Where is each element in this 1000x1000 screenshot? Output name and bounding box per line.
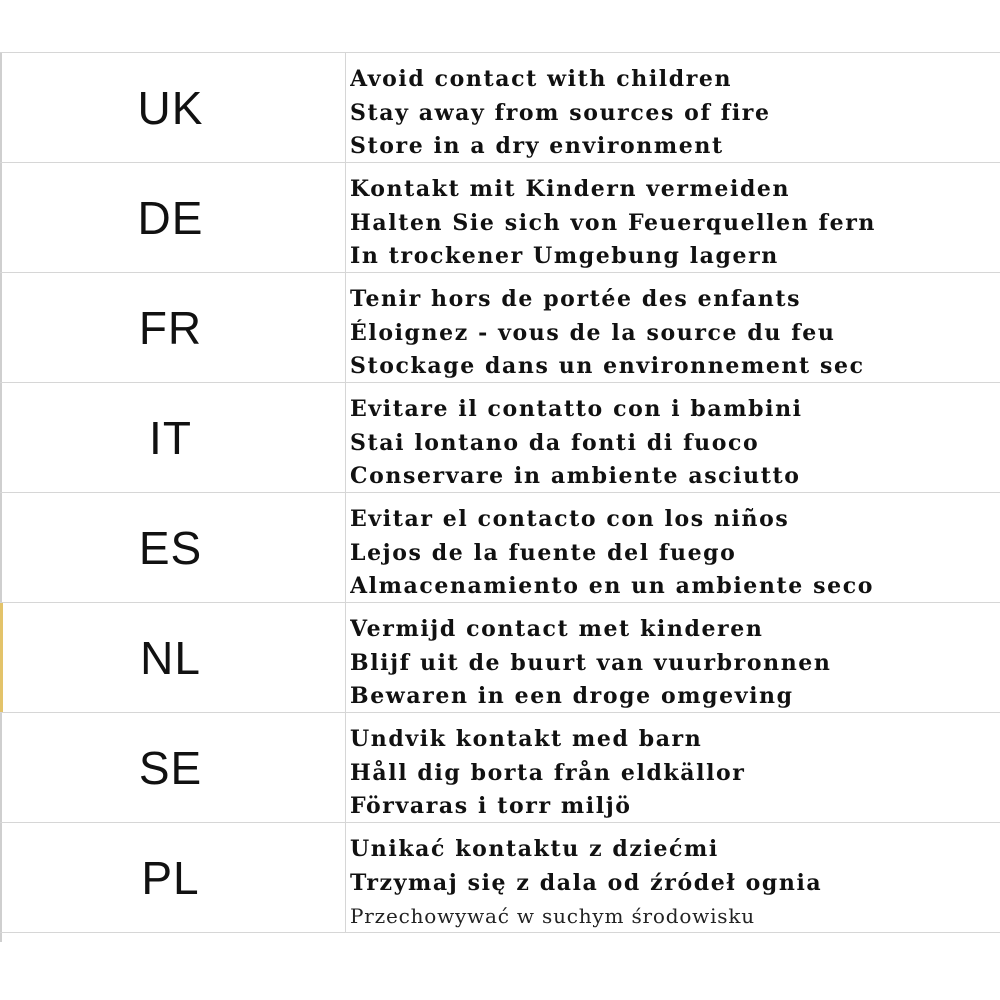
country-code: SE — [138, 741, 203, 794]
country-code-cell — [0, 713, 346, 822]
table-row-se — [0, 713, 1000, 823]
warning-line: Avoid contact with children — [350, 66, 733, 92]
warning-text-cell — [350, 613, 998, 713]
warning-line: Halten Sie sich von Feuerquellen fern — [350, 209, 877, 236]
country-code: IT — [149, 411, 192, 464]
warning-line: In trockener Umgebung lagern — [350, 243, 779, 269]
warning-line: Store in a dry environment — [350, 133, 724, 159]
warning-text-cell — [350, 833, 998, 933]
table-row-uk — [0, 53, 1000, 163]
warning-line: Trzymaj się z dala od źródeł ognia — [350, 869, 823, 896]
warning-line: Tenir hors de portée des enfants — [350, 286, 802, 312]
warning-line: Almacenamiento en un ambiente seco — [350, 573, 874, 599]
warning-line: Éloignez - vous de la source du feu — [350, 319, 836, 346]
country-code-cell — [0, 383, 346, 492]
country-code-cell — [0, 163, 346, 272]
warning-line: Conservare in ambiente asciutto — [350, 463, 801, 489]
table-row-es — [0, 493, 1000, 603]
warning-line: Stay away from sources of fire — [350, 99, 771, 126]
country-code: DE — [137, 191, 204, 244]
warning-line: Evitare il contatto con i bambini — [350, 396, 803, 422]
warning-line: Vermijd contact met kinderen — [350, 616, 764, 642]
country-code-cell — [0, 53, 346, 162]
country-code-cell — [0, 493, 346, 602]
warning-text-cell — [350, 723, 998, 823]
warning-line: Blijf uit de buurt van vuurbronnen — [350, 649, 832, 676]
warning-line: Undvik kontakt med barn — [350, 726, 703, 752]
table-row-fr — [0, 273, 1000, 383]
warning-text-cell — [350, 63, 998, 163]
warning-line: Evitar el contacto con los niños — [350, 506, 790, 532]
warning-line: Kontakt mit Kindern vermeiden — [350, 176, 791, 202]
warning-line: Stai lontano da fonti di fuoco — [350, 429, 760, 456]
warning-text-cell — [350, 173, 998, 273]
country-code-cell — [0, 823, 346, 932]
warning-line: Przechowywać w suchym środowisku — [350, 904, 755, 928]
country-code-cell — [0, 603, 346, 712]
table-row-it — [0, 383, 1000, 493]
country-code: NL — [140, 631, 201, 684]
country-code: PL — [141, 851, 200, 904]
warning-text-cell — [350, 283, 998, 383]
warning-line: Lejos de la fuente del fuego — [350, 539, 737, 566]
table-row-de — [0, 163, 1000, 273]
warning-line: Unikać kontaktu z dziećmi — [350, 836, 719, 862]
warning-text-cell — [350, 503, 998, 603]
table-row-nl — [0, 603, 1000, 713]
warning-text-cell — [350, 393, 998, 493]
warning-line: Stockage dans un environnement sec — [350, 353, 865, 379]
country-code: UK — [137, 81, 204, 134]
country-code-cell — [0, 273, 346, 382]
warning-line: Bewaren in een droge omgeving — [350, 683, 794, 709]
country-code: FR — [138, 301, 203, 354]
warning-line: Håll dig borta från eldkällor — [350, 759, 746, 786]
warning-line: Förvaras i torr miljö — [350, 793, 632, 819]
warning-table — [0, 52, 1000, 933]
country-code: ES — [138, 521, 203, 574]
table-row-pl — [0, 823, 1000, 933]
